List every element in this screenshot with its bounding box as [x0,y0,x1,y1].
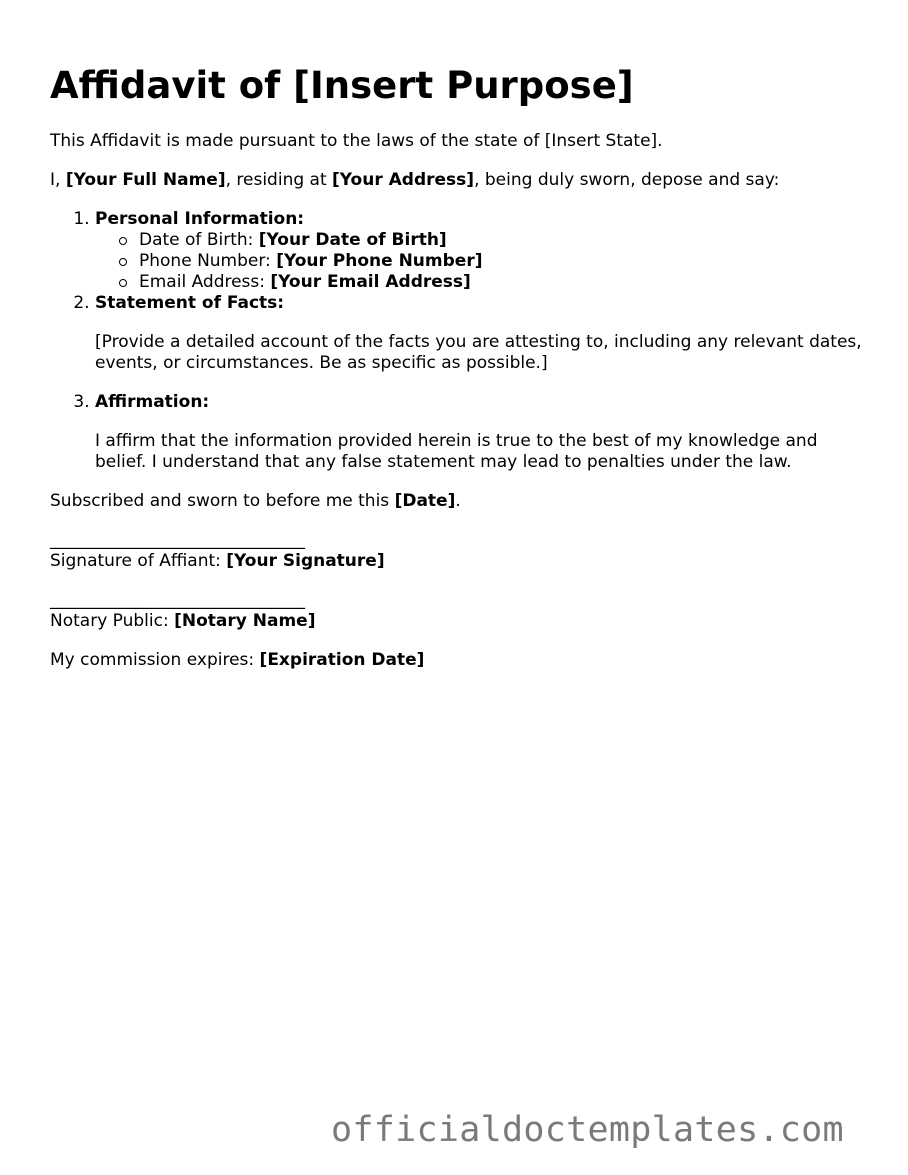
affiant-signature-line: ______________________________ [50,530,305,550]
notary-name-placeholder: [Notary Name] [174,611,316,631]
document-title: Affidavit of [Insert Purpose] [50,64,634,107]
affiant-signature-block [50,530,870,572]
statement-of-facts-text: [Provide a detailed account of the facts you are attesting to, including any relevant dates, events, or circumstances. Be as specific as possible.] [95,332,862,373]
list-item-phone-number [139,251,870,272]
commission-paragraph [50,650,870,671]
personal-information-list [95,230,870,293]
subscribed-prefix: Subscribed and sworn to before me this [50,491,395,511]
notary-public-label: Notary Public: [50,611,175,631]
email-address-label: Email Address: [139,272,271,292]
subscribed-paragraph [50,491,870,512]
personal-information-heading: Personal Information: [95,209,305,229]
date-of-birth-label: Date of Birth: [139,230,259,250]
phone-number-label: Phone Number: [139,251,277,271]
site-watermark: officialdoctemplates.com [331,1110,844,1150]
affidavit-sections [50,209,870,473]
list-item-date-of-birth [139,230,870,251]
subscribed-suffix: . [455,491,461,511]
affirmation-heading: Affirmation: [95,392,210,412]
commission-label: My commission expires: [50,650,260,670]
section-statement-of-facts [95,293,870,374]
declaration-prefix: I, [50,170,66,190]
affirmation-text: I affirm that the information provided herein is true to the best of my knowledge and belief. I understand that any false statement may lead to penalties under the law. [95,431,818,472]
list-item-email-address [139,272,870,293]
document-body [50,131,870,689]
affiant-signature-label: Signature of Affiant: [50,551,227,571]
statement-of-facts-heading: Statement of Facts: [95,293,285,313]
notary-signature-line: ______________________________ [50,590,305,610]
expiration-date-placeholder: [Expiration Date] [259,650,425,670]
date-of-birth-placeholder: [Your Date of Birth] [258,230,447,250]
declaration-suffix: , being duly sworn, depose and say: [474,170,780,190]
intro-paragraph: This Affidavit is made pursuant to the laws of the state of [Insert State]. [50,131,663,151]
affiant-signature-placeholder: [Your Signature] [226,551,385,571]
notary-signature-block [50,590,870,632]
full-name-placeholder: [Your Full Name] [65,170,226,190]
declaration-paragraph [50,170,870,191]
section-personal-information [95,209,870,293]
date-placeholder: [Date] [394,491,456,511]
address-placeholder: [Your Address] [332,170,475,190]
phone-number-placeholder: [Your Phone Number] [276,251,483,271]
section-affirmation [95,392,870,473]
declaration-middle: , residing at [225,170,333,190]
email-address-placeholder: [Your Email Address] [270,272,471,292]
